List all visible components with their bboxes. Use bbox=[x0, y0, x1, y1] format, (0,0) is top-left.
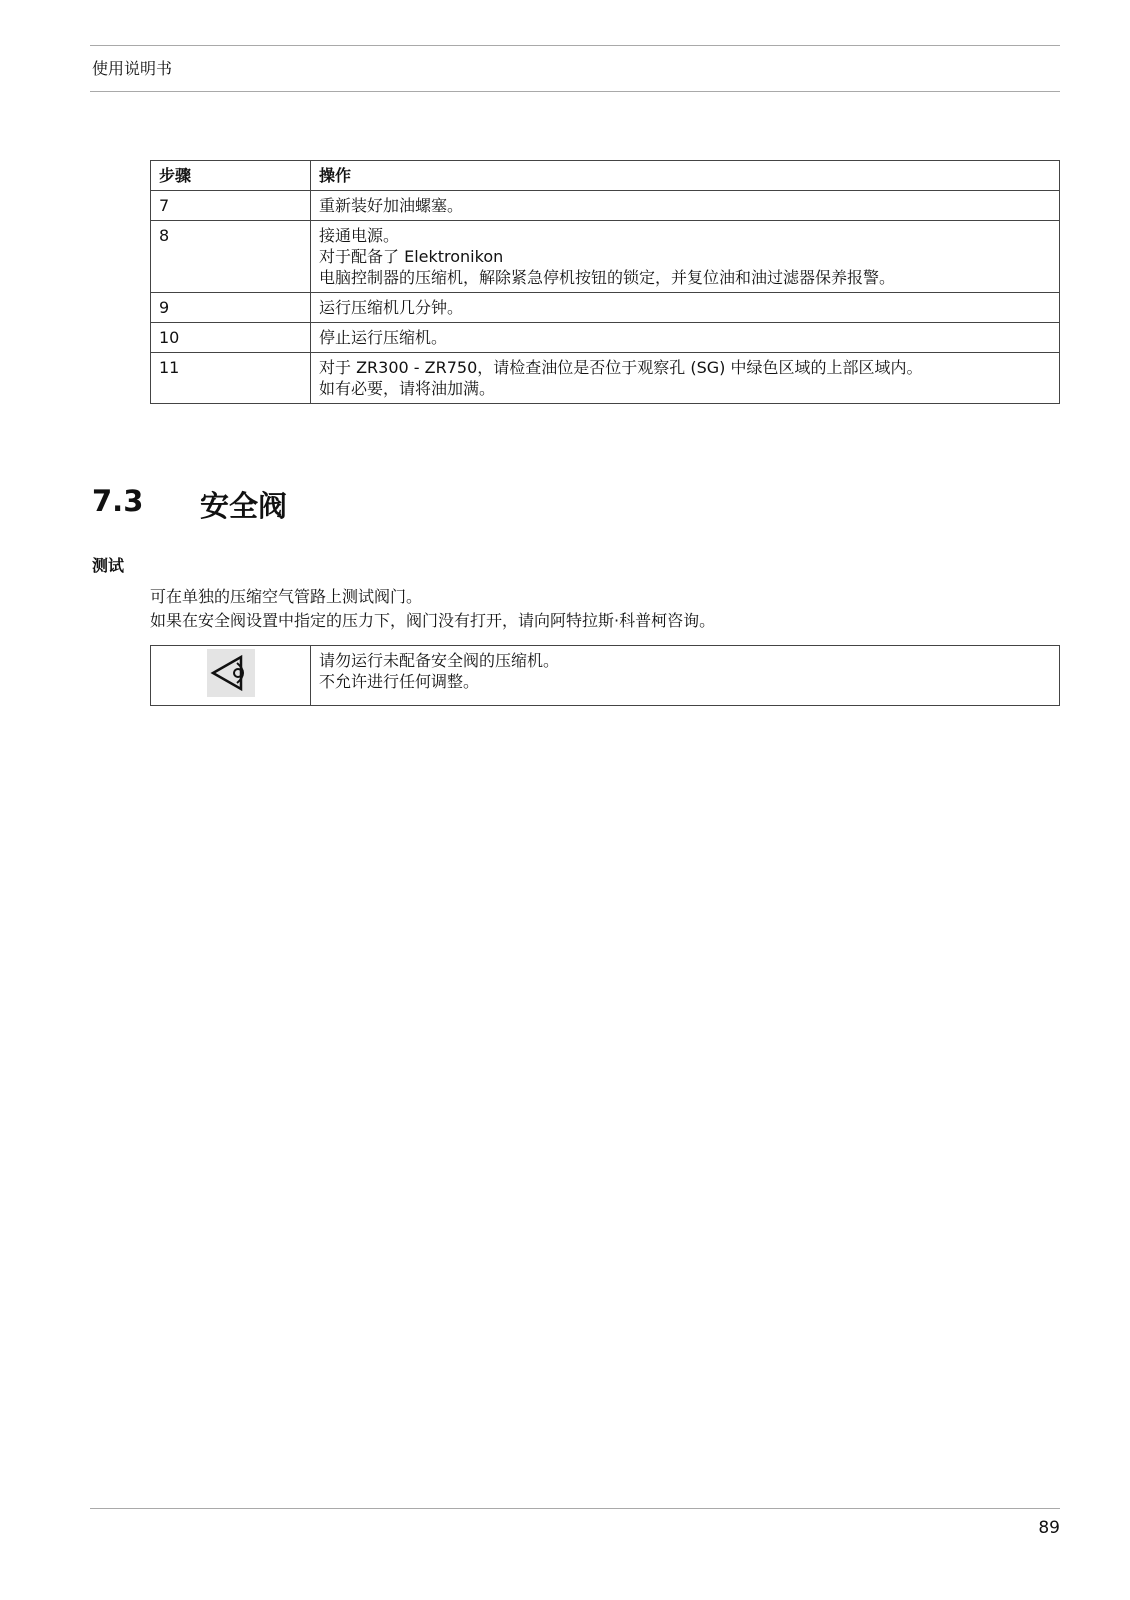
table-row bbox=[151, 353, 1060, 404]
subheading: 测试 bbox=[92, 556, 125, 575]
paragraph-line: 可在单独的压缩空气管路上测试阀门。 bbox=[150, 587, 423, 606]
body-paragraph bbox=[150, 585, 715, 633]
action-column-header: 操作 bbox=[311, 161, 1060, 191]
document-title: 使用说明书 bbox=[92, 59, 173, 78]
step-number: 8 bbox=[151, 221, 311, 293]
action-line: 重新装好加油螺塞。 bbox=[319, 196, 464, 215]
step-number: 10 bbox=[151, 323, 311, 353]
header-bottom-rule bbox=[90, 91, 1060, 92]
paragraph-line: 如果在安全阀设置中指定的压力下，阀门没有打开，请向阿特拉斯·科普柯咨询。 bbox=[150, 611, 716, 630]
warning-line: 不允许进行任何调整。 bbox=[319, 672, 480, 691]
step-action bbox=[311, 191, 1060, 221]
step-number: 9 bbox=[151, 293, 311, 323]
section-title: 安全阀 bbox=[200, 489, 288, 523]
step-action bbox=[311, 323, 1060, 353]
steps-table bbox=[150, 160, 1060, 404]
action-line: 接通电源。 bbox=[319, 226, 400, 245]
action-line: 运行压缩机几分钟。 bbox=[319, 298, 464, 317]
page-number: 89 bbox=[1038, 1518, 1060, 1538]
step-number: 11 bbox=[151, 353, 311, 404]
step-column-header: 步骤 bbox=[151, 161, 311, 191]
header-top-rule bbox=[90, 45, 1060, 46]
warning-row bbox=[151, 646, 1060, 706]
table-row bbox=[151, 323, 1060, 353]
table-row bbox=[151, 293, 1060, 323]
table-row bbox=[151, 221, 1060, 293]
step-number: 7 bbox=[151, 191, 311, 221]
step-action bbox=[311, 221, 1060, 293]
step-action bbox=[311, 293, 1060, 323]
action-line: 对于 ZR300 - ZR750，请检查油位是否位于观察孔 (SG) 中绿色区域的上部区域内。 bbox=[319, 358, 923, 377]
table-header-row bbox=[151, 161, 1060, 191]
warning-icon-cell bbox=[151, 646, 311, 706]
step-action bbox=[311, 353, 1060, 404]
warning-table bbox=[150, 645, 1060, 706]
action-line: 对于配备了 Elektronikon bbox=[319, 247, 504, 266]
action-line: 如有必要，请将油加满。 bbox=[319, 379, 496, 398]
warning-line: 请勿运行未配备安全阀的压缩机。 bbox=[319, 651, 560, 670]
warning-text bbox=[311, 646, 1060, 706]
eye-warning-icon bbox=[207, 649, 255, 697]
action-line: 电脑控制器的压缩机，解除紧急停机按钮的锁定，并复位油和油过滤器保养报警。 bbox=[319, 268, 896, 287]
table-row bbox=[151, 191, 1060, 221]
action-line: 停止运行压缩机。 bbox=[319, 328, 448, 347]
footer-rule bbox=[90, 1508, 1060, 1509]
section-number: 7.3 bbox=[92, 484, 144, 518]
